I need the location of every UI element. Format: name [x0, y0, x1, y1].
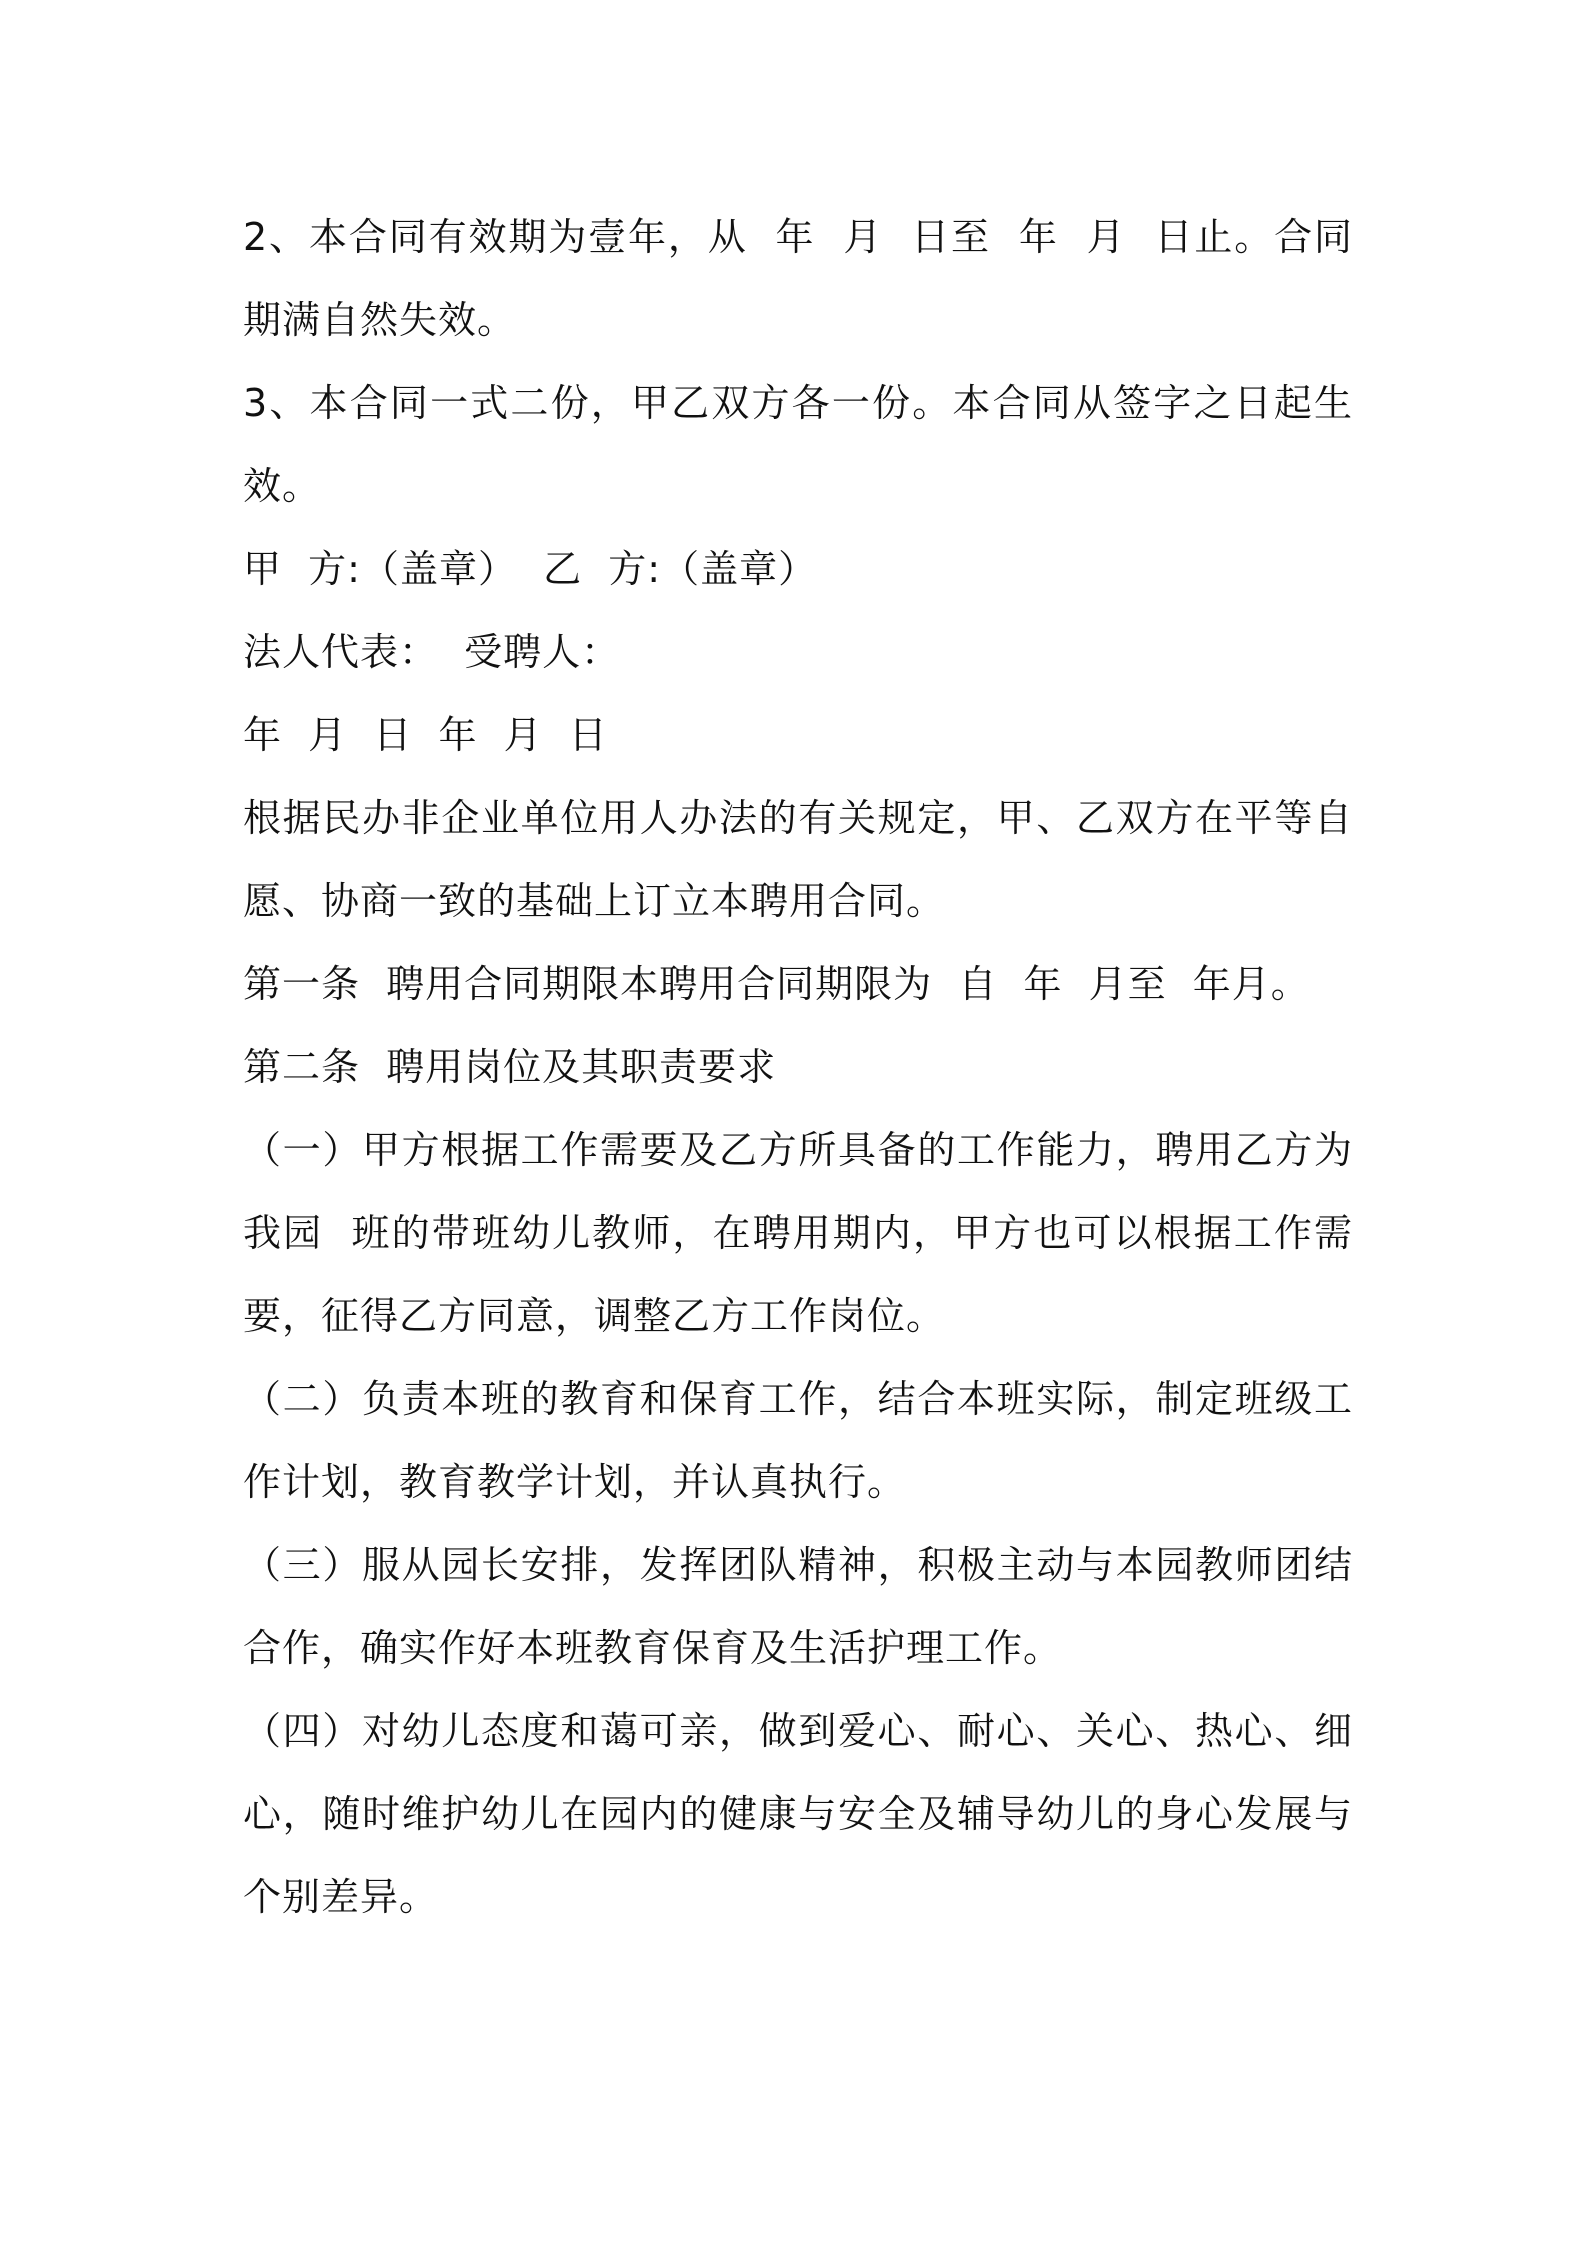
document-page [243, 196, 1380, 1939]
paragraph-preamble: 根据民办非企业单位用人办法的有关规定，甲、乙双方在平等自愿、协商一致的基础上订立本聘用合同。 [243, 796, 1353, 923]
paragraph-clause-three: （三）服从园长安排，发挥团队精神，积极主动与本园教师团结合作，确实作好本班教育保育及生活护理工作。 [243, 1543, 1353, 1670]
paragraph-copies: 3、本合同一式二份，甲乙双方各一份。本合同从签字之日起生效。 [243, 381, 1353, 508]
paragraph-validity-term: 2、本合同有效期为壹年，从 年 月 日至 年 月 日止。合同期满自然失效。 [243, 215, 1353, 342]
paragraph-clause-two: （二）负责本班的教育和保育工作，结合本班实际，制定班级工作计划，教育教学计划，并认真执行。 [243, 1377, 1353, 1504]
paragraph-signing-dates: 年 月 日 年 月 日 [243, 713, 608, 757]
paragraph-party-seals: 甲 方:（盖章） 乙 方:（盖章） [243, 547, 818, 591]
paragraph-clause-one: （一）甲方根据工作需要及乙方所具备的工作能力，聘用乙方为 我园 班的带班幼儿教师，在聘用期内，甲方也可以根据工作需要，征得乙方同意，调整乙方工作岗位。 [243, 1128, 1380, 1338]
paragraph-signatories: 法人代表： 受聘人： [243, 630, 621, 674]
paragraph-article-two-heading: 第二条 聘用岗位及其职责要求 [243, 1045, 777, 1089]
paragraph-clause-four: （四）对幼儿态度和蔼可亲，做到爱心、耐心、关心、热心、细心，随时维护幼儿在园内的健康与安全及辅导幼儿的身心发展与个别差异。 [243, 1709, 1353, 1919]
paragraph-article-one: 第一条 聘用合同期限本聘用合同期限为 自 年 月至 年月。 [243, 962, 1310, 1006]
